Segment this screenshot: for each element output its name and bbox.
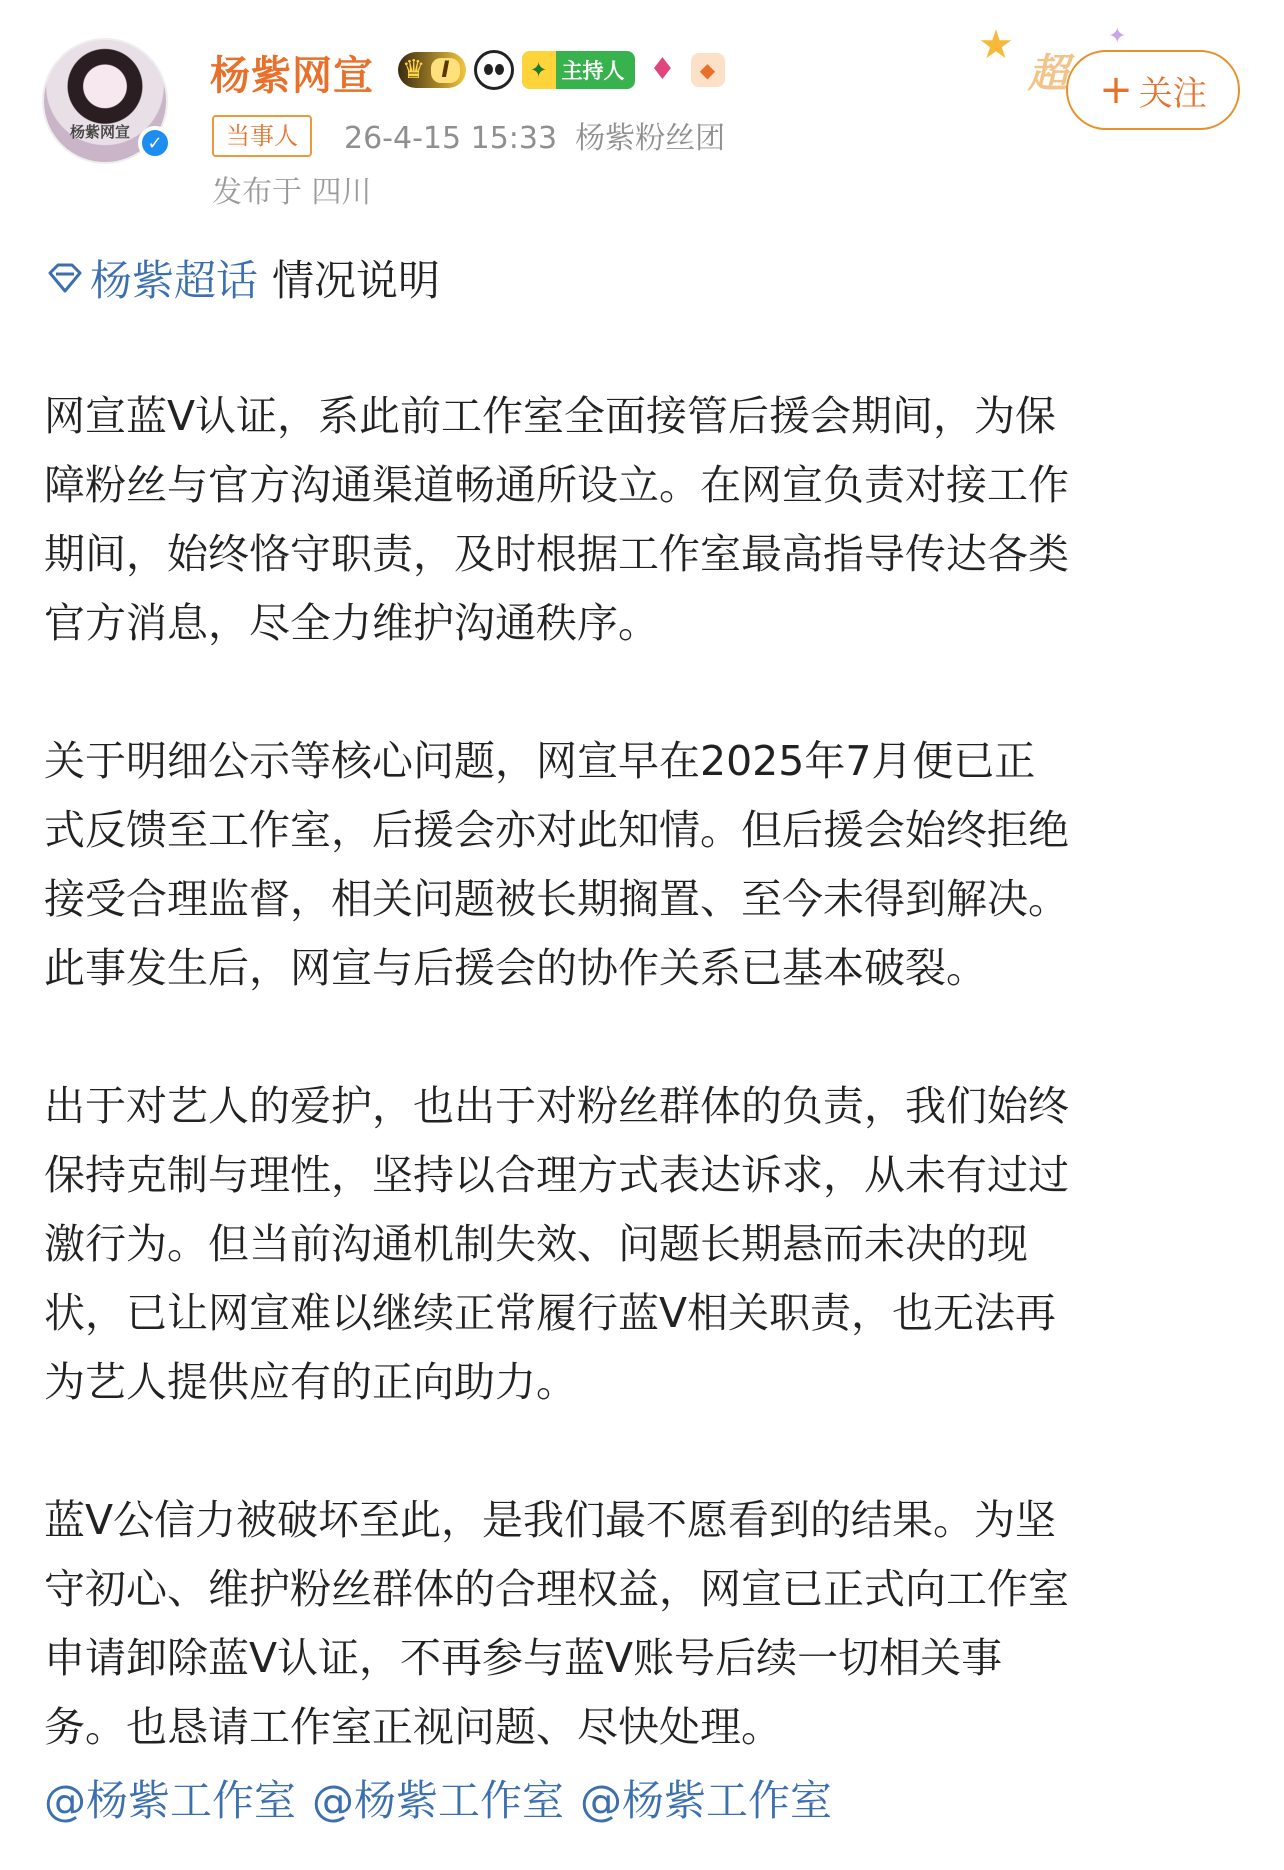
text-line: 保持克制与理性，坚持以合理方式表达诉求，从未有过过 [44, 1151, 1069, 1199]
paragraph-1 [44, 382, 1244, 658]
text-line: 官方消息，尽全力维护沟通秩序。 [44, 599, 659, 647]
text-line: 务。也恳请工作室正视问题、尽快处理。 [44, 1703, 782, 1751]
fan-level-value: I [431, 58, 459, 83]
avatar-caption: 杨紫网宣 [70, 123, 131, 141]
supertopic-link[interactable]: 杨紫超话 [90, 256, 259, 305]
text-line: 式反馈至工作室，后援会亦对此知情。但后援会始终拒绝 [44, 806, 1069, 854]
text-line: 网宣蓝Ⅴ认证，系此前工作室全面接管后援会期间，为保 [44, 392, 1057, 440]
party-tag: 当事人 [212, 115, 312, 157]
paragraph-4 [44, 1486, 1244, 1762]
post-heading: 情况说明 [272, 256, 441, 305]
text-line: 障粉丝与官方沟通渠道畅通所设立。在网宣负责对接工作 [44, 461, 1069, 509]
follow-button[interactable] [1066, 50, 1240, 130]
post-meta [344, 113, 725, 157]
supertopic-diamond-icon [44, 257, 86, 299]
text-line: 申请卸除蓝Ⅴ认证，不再参与蓝Ⅴ账号后续一切相关事 [44, 1634, 1003, 1682]
topic-line [44, 248, 440, 308]
badge-row [398, 48, 725, 92]
host-badge[interactable] [522, 51, 635, 89]
star-icon: ★ [978, 22, 1014, 68]
text-line: 关于明细公示等核心问题，网宣早在2025年7月便已正 [44, 737, 1036, 785]
mention-link[interactable]: @杨紫工作室 [312, 1776, 565, 1825]
host-badge-label: 主持人 [561, 59, 625, 83]
post-source[interactable]: 杨紫粉丝团 [575, 121, 726, 156]
fox-icon[interactable]: ◆ [691, 53, 725, 87]
text-line: 此事发生后，网宣与后援会的协作关系已基本破裂。 [44, 944, 987, 992]
text-line: 期间，始终恪守职责，及时根据工作室最高指导传达各类 [44, 530, 1069, 578]
crown-icon: ♛ [402, 55, 426, 85]
follow-label: 关注 [1138, 73, 1207, 114]
mention-link[interactable]: @杨紫工作室 [44, 1776, 297, 1825]
mentions [44, 1768, 848, 1828]
gem-icon[interactable]: ♦ [649, 52, 676, 87]
panda-icon[interactable] [474, 50, 514, 90]
text-line: 激行为。但当前沟通机制失效、问题长期悬而未决的现 [44, 1220, 1028, 1268]
text-line: 接受合理监督，相关问题被长期搁置、至今未得到解决。 [44, 875, 1069, 923]
text-line: 出于对艺人的爱护，也出于对粉丝群体的负责，我们始终 [44, 1082, 1069, 1130]
text-line: 状，已让网宣难以继续正常履行蓝Ⅴ相关职责，也无法再 [44, 1289, 1057, 1337]
text-line: 守初心、维护粉丝群体的合理权益，网宣已正式向工作室 [44, 1565, 1069, 1613]
text-line: 为艺人提供应有的正向助力。 [44, 1358, 577, 1406]
post-timestamp: 26-4-15 15:33 [344, 121, 558, 156]
text-line: 蓝Ⅴ公信力被破坏至此，是我们最不愿看到的结果。为坚 [44, 1496, 1057, 1544]
paragraph-3 [44, 1072, 1244, 1417]
avatar[interactable] [42, 38, 168, 164]
username[interactable]: 杨紫网宣 [210, 53, 374, 99]
verified-icon: ✓ [138, 126, 172, 160]
super-deco-label: 超 [1028, 51, 1068, 97]
post-location: 发布于 四川 [212, 175, 372, 210]
plus-icon: + [1099, 67, 1133, 113]
host-icon: ✦ [522, 51, 556, 89]
mention-link[interactable]: @杨紫工作室 [580, 1776, 833, 1825]
fan-level-badge[interactable] [398, 52, 466, 88]
paragraph-2 [44, 727, 1244, 1003]
sparkle-icon: ✦ [1108, 24, 1127, 49]
